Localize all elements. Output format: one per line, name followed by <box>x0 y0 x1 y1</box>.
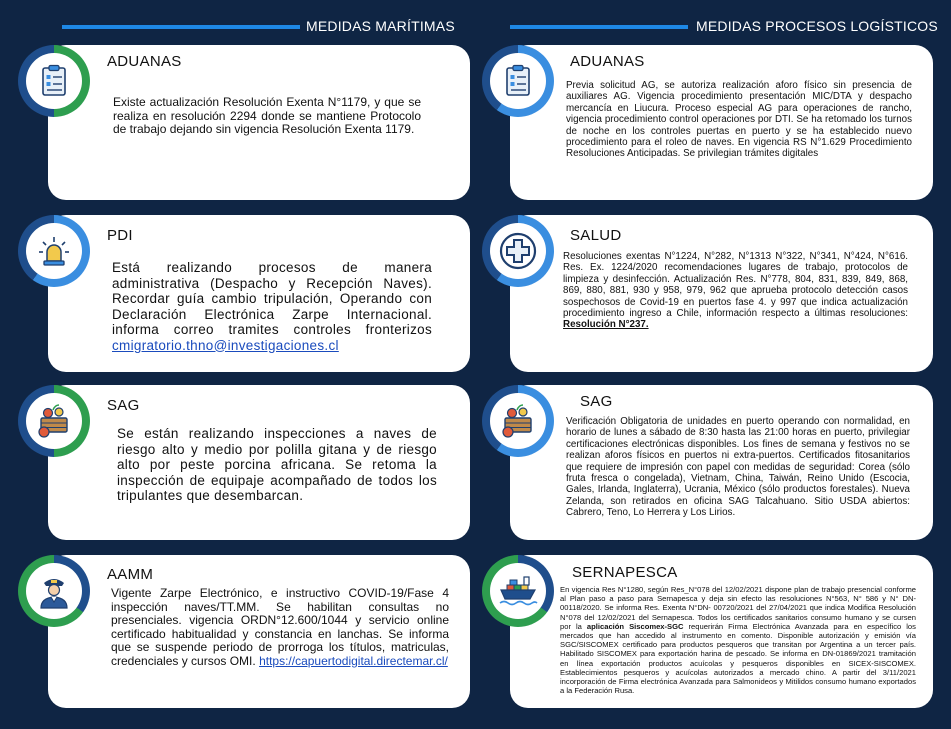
aamm-text: Vigente Zarpe Electrónico, e instructivo COVID-19/Fase 4 inspección naves/TT.MM. Se habilitan consultas no presenciales. vigencia ORDN°12.600/1044 y servicio online certificado habitualidad y constancia en lanchas. Se informa que se suspende periodo de prorroga los títulos, matriculas, credenciales y cursos OMI. <box>111 586 449 668</box>
right-header-title: MEDIDAS PROCESOS LOGÍSTICOS <box>696 18 938 34</box>
sag-logisticos-title: SAG <box>580 393 613 410</box>
right-header-bar <box>510 25 688 29</box>
pdi-text-block <box>112 260 432 353</box>
aduanas-maritimas-text: Existe actualización Resolución Exenta N°1179, y que se realiza en resolución 2294 donde se mantiene Protocolo de trabajo dejando sin vigencia Resolución Exenta 1179. <box>113 95 421 136</box>
aduanas-maritimas-title: ADUANAS <box>107 53 182 70</box>
right-column-header <box>470 12 951 42</box>
naval-officer-icon <box>35 572 73 610</box>
left-header-title: MEDIDAS MARÍTIMAS <box>306 18 455 34</box>
produce-basket-icon <box>35 402 73 440</box>
clipboard-icon <box>500 63 536 99</box>
sernapesca-icon-ring <box>482 555 554 627</box>
medical-cross-icon <box>498 231 538 271</box>
sag-logisticos-text: Verificación Obligatoria de unidades en puerto operando con normalidad, en horario de lunes a sábado de 8:30 hasta las 21:00 horas en puerto, privilegiar certificaciones electrónicas disponibles. Los fines de semana y festivos no se realizan aforos físicos en puertos ni extra-puertos. Certificados fitosanitarios que requiere de impresión con papel con medidas de seguridad: Corea (sólo fruta fresca o congelada), Vietnam, China, Taiwán, Reino Unido (Escocia, Gales, Irlanda, Inglaterra), Ucrania, México (sólo productos forestales). Nueva Zelanda, son retirados en oficina SAG Talcahuano. Sitio USDA abiertos: Cabrero, Teno, Lo Herrera y Los Lirios. <box>566 416 910 519</box>
pdi-title: PDI <box>107 227 133 244</box>
pdi-icon-ring <box>18 215 90 287</box>
aamm-text-block <box>111 587 449 668</box>
aduanas-icon-ring <box>18 45 90 117</box>
salud-text: Resoluciones exentas N°1224, N°282, N°1313 N°322, N°341, N°424, N°616. Res. Ex. 1224/2020 recomendaciones lugares de trabajo, protocolos de limpieza y desinfección. Actualización Res. N°778, 804, 831, 839, 849, 868, 869, 880, 881, 930 y 958, 979, 962 que aprueba protocolo detección casos sospechosos de Covid-19 en puertos fase 4. y 997 que indica actualización procedimiento ingreso a Chile, información respecto a últimas resoluciones: <box>563 251 908 320</box>
sernapesca-bold-app: aplicación Siscomex-SGC <box>586 621 684 631</box>
left-header-bar <box>62 25 300 29</box>
sag-maritimas-text: Se están realizando inspecciones a naves de riesgo alto y medio por polilla gitana y de riesgo alto por peste porcina africana. Se retoma la inspección de equipaje acompañado de todos los tripulantes que desembarcan. <box>117 426 437 503</box>
sernapesca-text-block <box>560 585 916 695</box>
aamm-title: AAMM <box>107 566 154 583</box>
aduanas-logisticos-title: ADUANAS <box>570 53 645 70</box>
left-column-header <box>0 12 470 42</box>
salud-text-block <box>563 251 908 331</box>
clipboard-icon <box>36 63 72 99</box>
aduanas-logisticos-icon-ring <box>482 45 554 117</box>
cargo-ship-icon <box>498 572 538 610</box>
sernapesca-text-b: requerirán Firma Electrónica Avanzada para en específico los mercados que han accedido al instrumento en comento. Disponible autorización y emisión vía SGC/SISCOMEX certificado para productos pesqueros que transitan por Argentina a un tercer país. Habilitado SISCOMEX para exportación harina de pescado. Se informa en DN-01869/2021 tramitación en línea exportación productos acuícolas y pesqueros disponibles en SICEX-SISCOMEX. Establecimientos pesqueros y acuícolas autorizados a mercado chino. A partir del 3/11/2021 incorporación de Firma electrónica Avanzada para Salmonideos y Mitilidos consumo humano exportados a la Federación Rusa. <box>560 621 916 696</box>
sag-logisticos-icon-ring <box>482 385 554 457</box>
sag-maritimas-icon-ring <box>18 385 90 457</box>
salud-title: SALUD <box>570 227 622 244</box>
sernapesca-text-a: En vigencia Res N°1280, según Res_N°078 del 12/02/2021 dispone plan de trabajo presencial conforme al Plan paso a paso para Sernapesca y deja sin efecto las resoluciones N°563, N° 586 y N° DN- 00118/2020. Se informa Res. Exenta N°DN- 00720/2021 del 27/04/2021 que indica Modifica Resolución N°078 del 12/02/2021 del Sernapesca. Todos los certificados sanitarios consumo humano y se cursen por la <box>560 585 916 631</box>
siren-icon <box>36 233 72 269</box>
pdi-email-link[interactable]: cmigratorio.thno@investigaciones.cl <box>112 337 339 353</box>
aamm-icon-ring <box>18 555 90 627</box>
salud-icon-ring <box>482 215 554 287</box>
aduanas-logisticos-text: Previa solicitud AG, se autoriza realización aforo físico sin presencia de auxiliares AG. Vigencia procedimiento presentación MIC/DTA y despacho mercancía en Liucura. Proceso especial AG para operaciones de rancho, vigencia procedimiento control operaciones por DTI. Se ha retomado los turnos de noche en los controles puertas en puerto y se ha establecido nuevo procedimiento para el roleo de naves. En vigencia RS N°1.629 Procedimiento Resoluciones Anticipadas. Se privilegian trámites digitales <box>566 80 912 160</box>
pdi-text: Está realizando procesos de manera administrativa (Despacho y Recepción Naves). Recordar guía cambio tripulación, Operando con Declaración Electrónica Zarpe Internacional. informa correo tramites controles fronterizos <box>112 260 432 337</box>
aamm-portal-link[interactable]: https://capuertodigital.directemar.cl/ <box>259 653 448 668</box>
sernapesca-title: SERNAPESCA <box>572 564 678 581</box>
salud-resolution-link[interactable]: Resolución N°237. <box>563 319 649 331</box>
produce-basket-icon <box>499 402 537 440</box>
sag-maritimas-title: SAG <box>107 397 140 414</box>
